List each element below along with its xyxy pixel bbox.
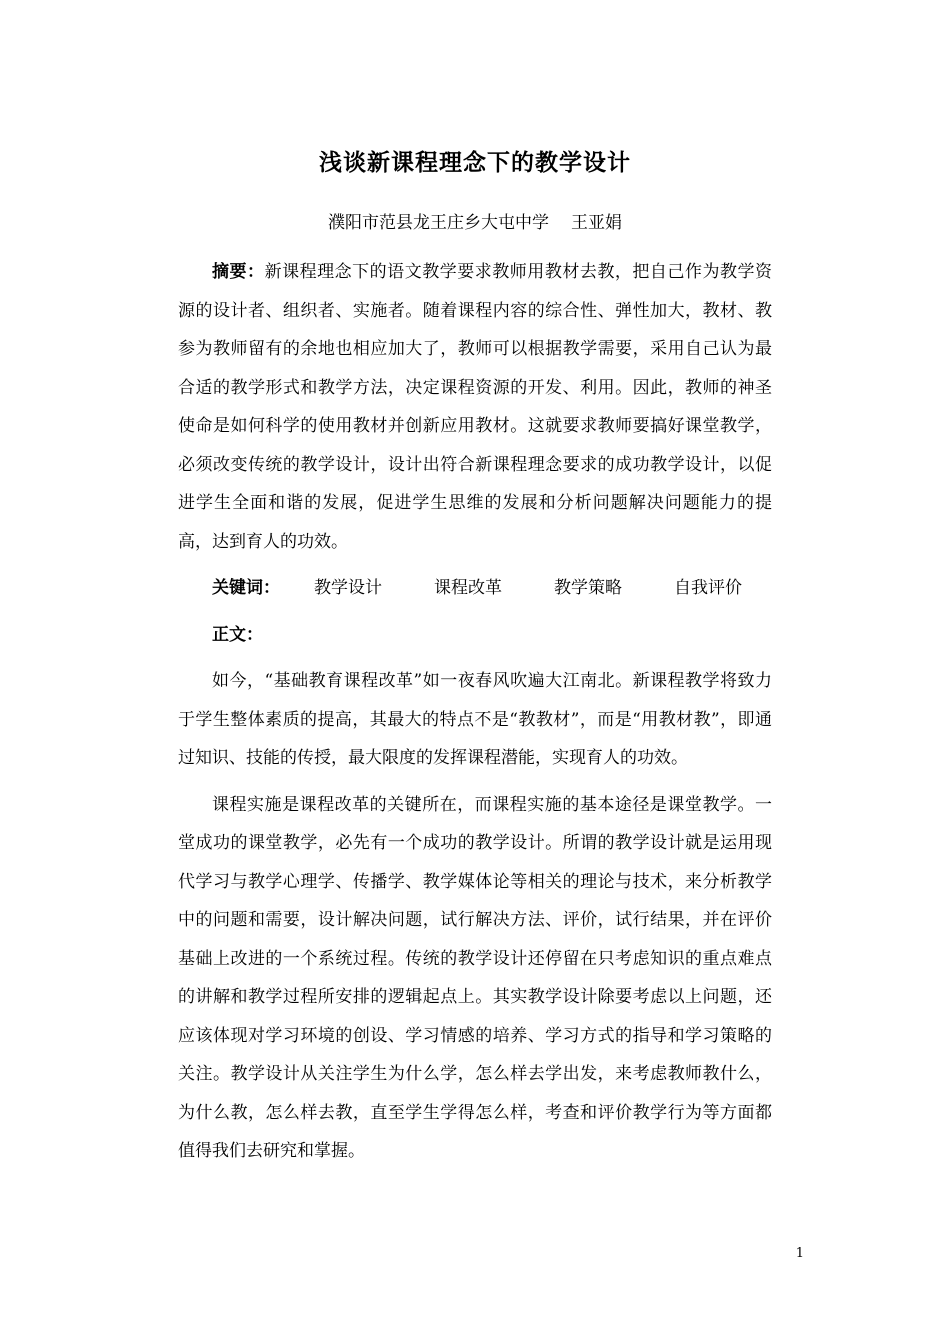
body-paragraph: 如今，“基础教育课程改革”如一夜春风吹遍大江南北。新课程教学将致力于学生整体素质的提高，其最大的特点不是“教教材”，而是“用教材教”，即通过知识、技能的传授，最大限度的发挥课程潜能，实现育人的功效。	[178, 671, 772, 768]
body-label: 正文：	[212, 624, 263, 645]
abstract-label: 摘要：	[212, 262, 265, 282]
keyword: 教学策略	[554, 578, 622, 598]
document-body	[178, 253, 772, 1171]
keywords-paragraph	[178, 569, 772, 608]
author-name: 王亚娟	[571, 213, 622, 233]
keyword: 教学设计	[314, 578, 382, 598]
page-number: 1	[795, 1246, 804, 1261]
body-label-paragraph	[178, 616, 772, 655]
author-affiliation: 濮阳市范县龙王庄乡大屯中学	[328, 213, 549, 233]
body-paragraph: 课程实施是课程改革的关键所在，而课程实施的基本途径是课堂教学。一堂成功的课堂教学，必先有一个成功的教学设计。所谓的教学设计就是运用现代学习与教学心理学、传播学、教学媒体论等相关的理论与技术，来分析教学中的问题和需要，设计解决问题，试行解决方法、评价，试行结果，并在评价基础上改进的一个系统过程。传统的教学设计还停留在只考虑知识的重点难点的讲解和教学过程所安排的逻辑起点上。其实教学设计除要考虑以上问题，还应该体现对学习环境的创设、学习情感的培养、学习方式的指导和学习策略的关注。教学设计从关注学生为什么学，怎么样去学出发，来考虑教师教什么，为什么教，怎么样去教，直至学生学得怎么样，考查和评价教学行为等方面都值得我们去研究和掌握。	[178, 794, 772, 1161]
keyword: 课程改革	[434, 578, 502, 598]
abstract-paragraph	[178, 253, 772, 561]
author-line	[178, 208, 772, 238]
keyword: 自我评价	[674, 578, 742, 598]
abstract-text: 新课程理念下的语文教学要求教师用教材去教，把自己作为教学资源的设计者、组织者、实施者。随着课程内容的综合性、弹性加大，教材、教参为教师留有的余地也相应加大了，教师可以根据教学需要，采用自己认为最合适的教学形式和教学方法，决定课程资源的开发、利用。因此，教师的神圣使命是如何科学的使用教材并创新应用教材。这就要求教师要搞好课堂教学，必须改变传统的教学设计，设计出符合新课程理念要求的成功教学设计，以促进学生全面和谐的发展，促进学生思维的发展和分析问题解决问题能力的提高，达到育人的功效。	[178, 262, 773, 552]
keywords-label: 关键词：	[212, 578, 280, 598]
document-title: 浅谈新课程理念下的教学设计	[319, 149, 631, 176]
